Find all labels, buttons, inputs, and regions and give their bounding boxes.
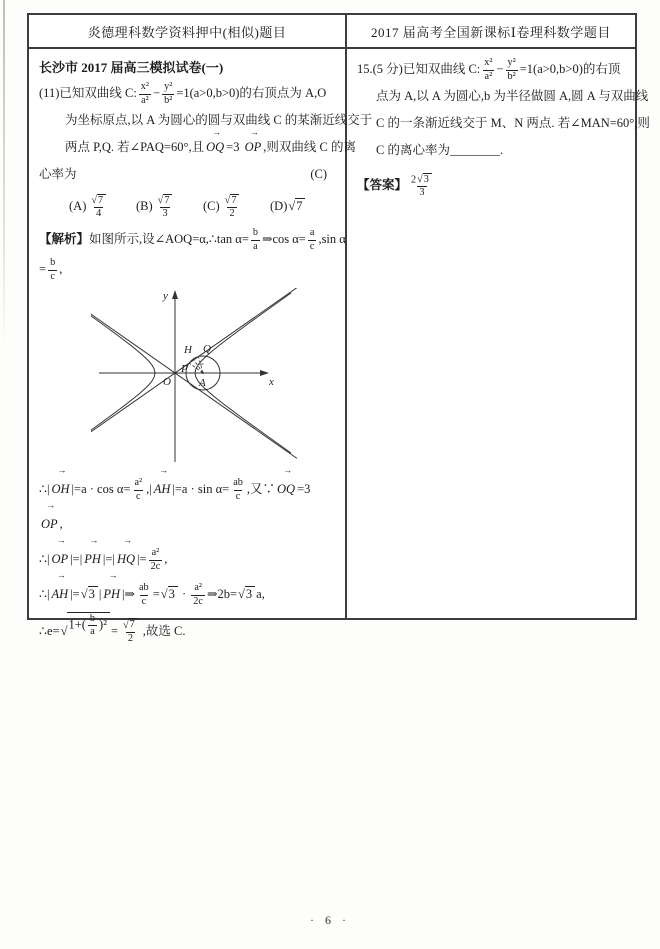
vector: → OQ (206, 127, 225, 154)
fraction: $\frac{\text{a²}}{2c}$ (150, 547, 161, 572)
figure-label-Q: Q (203, 343, 211, 355)
figure-label-A: A (199, 377, 206, 389)
text-line: = $\frac{b}{c}$ , (39, 257, 63, 282)
vector: → OQ (277, 465, 296, 496)
exam-paper-title: 长沙市 2017 届高三模拟试卷(一) (39, 60, 224, 75)
vector: → AH (153, 465, 171, 496)
options-row (39, 190, 337, 222)
text-line: (11)已知双曲线 C: $\frac{\text{x²}}{\text{a²}}$ − $\frac{\text{y²}}{\text{b²}}$ =1(a>0,b>0)的右顶点为 A,O (39, 81, 327, 106)
vector: → OP (41, 500, 58, 531)
text-line: (C) √ 7 2 (203, 190, 270, 222)
vector: → OP (244, 127, 262, 154)
problem-15-text (357, 56, 650, 164)
header-cell-left: 炎德理科数学资料押中(相似)题目 (29, 15, 347, 47)
scan-edge-artifact (3, 0, 5, 350)
text-line: ∴| → AH |= √ 3 | → PH |⇒ $\frac{ab}{c}$ = √ 3 · $\frac{\text{a²}}{2c}$ ⇒2b= √ 3 a, (39, 577, 337, 612)
hyperbola-figure (91, 288, 313, 466)
text-line: → OP , (39, 507, 337, 542)
fraction: $\frac{\text{x²}}{\text{a²}}$ (484, 57, 493, 82)
y-axis-arrow (172, 290, 178, 299)
text-line: C 的离心率为________. (376, 143, 504, 157)
header-cell-right: 2017 届高考全国新课标Ⅰ卷理科数学题目 (371, 24, 611, 40)
point-A-dot (202, 372, 204, 374)
fraction: √ 7 2 (222, 194, 243, 221)
square-root: √ 3 (238, 586, 255, 601)
comparison-table (27, 13, 650, 645)
vector: → PH (103, 570, 121, 601)
vector: → PH (84, 535, 101, 566)
text-line: (B) √ 7 3 (136, 190, 203, 222)
fraction: √ 7 3 (155, 194, 176, 221)
square-root: √ 7 (91, 194, 106, 207)
text-line: 两点 P,Q. 若∠PAQ=60°,且 → OQ =3 → OP ,则双曲线 C 的离 (39, 134, 337, 161)
figure-label-O: O (163, 376, 171, 388)
problem-tail-text: 心率为 (39, 167, 77, 181)
fraction: $\frac{b}{a}$ (89, 613, 96, 638)
x-axis-arrow (260, 370, 269, 376)
vector: → OP (51, 535, 69, 566)
text-line: 点为 A,以 A 为圆心,b 为半径做圆 A,圆 A 与双曲线 (376, 89, 649, 103)
text-line: (D) √ 7 (270, 190, 337, 222)
fraction: $\frac{ab}{c}$ (139, 582, 149, 607)
text-line: 【解析】如图所示,设∠AOQ=α,∴tan α= $\frac{b}{a}$ ⇒cos α= $\frac{a}{c}$ ,sin α (39, 227, 346, 252)
square-root: √ 7 (288, 198, 305, 213)
page-number: · 6 · (310, 913, 350, 927)
segment-AQ (198, 357, 203, 373)
fraction: $\frac{a}{c}$ (309, 227, 315, 252)
fraction: 2 √ 3 3 (409, 173, 435, 200)
fraction: $\frac{ab}{c}$ (233, 477, 243, 502)
vector: → HQ (116, 535, 135, 566)
fraction: $\frac{\text{x²}}{\text{a²}}$ (140, 81, 149, 106)
fraction: √ 7 4 (88, 194, 109, 221)
vector: → AH (51, 570, 69, 601)
answer-choice-mark: (C) (310, 167, 327, 181)
text-line: 15.(5 分)已知双曲线 C: $\frac{\text{x²}}{\text{a²}}$ − $\frac{\text{y²}}{\text{b²}}$ =1(a>0,b>0)的右顶 (357, 57, 621, 82)
figure-label-P: P (181, 363, 188, 375)
square-root: √ 3 (161, 586, 178, 601)
table-body-row (29, 49, 650, 645)
analysis-text (39, 224, 346, 284)
square-root: √ 7 (225, 194, 240, 207)
figure-label-H: H (184, 344, 192, 356)
text-line: ∴| → OP |=| → PH |=| → HQ |= $\frac{\text{a²}}{2c}$ , (39, 542, 337, 577)
fraction: √ 7 2 (120, 618, 141, 645)
real-exam-cell (347, 49, 658, 618)
fraction: $\frac{b}{c}$ (50, 257, 56, 282)
solution-text (39, 465, 337, 649)
figure-label-y: y (163, 290, 168, 302)
square-root: √ 3 (417, 173, 432, 186)
answer-value (407, 168, 437, 202)
text-line: ∴e= √ 1+( $\frac{b}{a}$ )² = √ 7 2 ,故选 C. (39, 613, 186, 645)
answer-line (357, 168, 650, 202)
fraction: $\frac{\text{y²}}{\text{b²}}$ (507, 57, 516, 82)
table-header-row (29, 15, 635, 49)
vector: → OH (51, 465, 70, 496)
fraction: $\frac{\text{y²}}{\text{b²}}$ (164, 81, 173, 106)
answer-label: 【答案】 (357, 178, 408, 192)
figure-label-x: x (269, 376, 274, 388)
text-line: ∴| → OH |=a · cos α= $\frac{\text{a²}}{c}$ ,| → AH |=a · sin α= $\frac{ab}{c}$ ,又∵ → OQ =3 (39, 472, 337, 507)
problem-11-text (39, 80, 373, 161)
text-line: 为坐标原点,以 A 为圆心的圆与双曲线 C 的某渐近线交于 (65, 113, 373, 127)
fraction: $\frac{b}{a}$ (252, 227, 258, 252)
problem-11-tail (39, 161, 337, 187)
square-root: √ 1+( $\frac{b}{a}$ )² (61, 612, 110, 639)
square-root: √ 7 (158, 194, 173, 207)
text-line: C 的一条渐近线交于 M、N 两点. 若∠MAN=60°,则 (376, 116, 650, 130)
square-root: √ 7 (123, 618, 138, 631)
text-line: (A) √ 7 4 (69, 190, 136, 222)
mock-exam-cell (29, 49, 373, 645)
fraction: $\frac{\text{a²}}{c}$ (134, 477, 143, 502)
square-root: √ 3 (81, 586, 98, 601)
fraction: $\frac{\text{a²}}{2c}$ (193, 582, 203, 607)
